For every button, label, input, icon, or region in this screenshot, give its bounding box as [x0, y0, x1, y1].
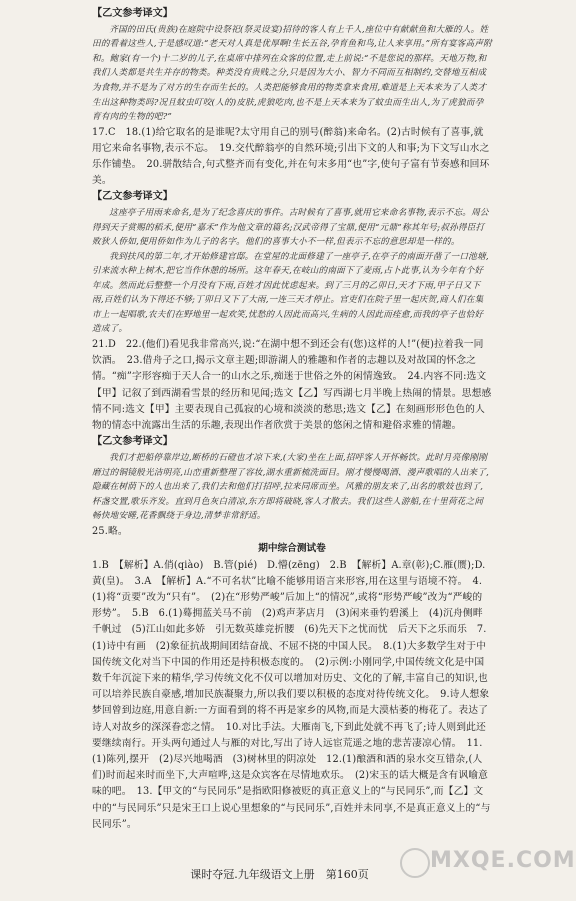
watermark-logo — [400, 848, 430, 878]
page-footer: 课时夺冠.九年级语文上册 第160页 — [190, 868, 369, 881]
translation-heading: 【乙文参考译文】 — [92, 436, 173, 448]
reference-translation: 我们才把船停靠岸边,断桥的石磴也才凉下来,(大家)坐在上面,招呼客人开怀畅饮。此时月亮像刚刚磨过的铜镜般光洁明亮,山峦重新整理了容妆,湖水重新梳洗面目。刚才慢慢喝酒、漫声歌唱的人出来了,隐藏在树荫下的人也出来了,我们去和他们打招呼,拉来同席而坐。风雅的朋友来了,出名的歌妓也到了,杯盏交置,歌乐齐发。直到月色灰白清凉,东方即将破晓,客人才散去。我们这些人游船,在十里荷花之间畅快地安睡,花香飘绕于身边,清梦非常舒适。 — [92, 453, 490, 522]
translation-heading: 【乙文参考译文】 — [92, 191, 173, 203]
reference-translation: 齐国的田氏(贵族)在庭院中设祭祀(祭灵设宴)招待的客人有上千人,座位中有献献鱼和大雁的人。姓田的看着这些人,于是感叹道:“老天对人真是优厚啊!生长五谷,孕育鱼和鸟,让人来享用。”所有宴客高声附和。鲍家(有一个)十二岁的儿子,在桌席中排列在众客的位置,走上前说:“不是您说的那样。天地万物,和我们人类都是共生并存的物类。种类没有贵贱之分,只是因为大小、智力不同而互相制约,交替地互相成为食物,并不是为了对方的生存而生长的。人类把能够食用的物类拿来食用,难道是上天本来为了人类才生出这种物类吗?况且蚊虫叮咬(人的)皮肤,虎狼吃肉,也不是上天本来为了蚊虫而生出人,为了虎狼而孕育有肉的生物的吧?” — [92, 24, 492, 123]
reference-translation: 这座亭子用雨来命名,是为了纪念喜庆的事件。古时候有了喜事,就用它来命名事物,表示不忘。周公得到天子赏赐的稻禾,便用“嘉禾”作为他文章的篇名;汉武帝得了宝鼎,便用“元鼎”称其年号;叔孙得臣打败狄人侨如,便用侨如作为儿子的名字。他们的喜事大小不一样,但表示不忘的意思却是一样的。 — [92, 208, 489, 248]
answer-column — [92, 6, 492, 833]
watermark-text: MXQE.COM — [430, 848, 576, 873]
section-title: 期中综合测试卷 — [258, 542, 326, 554]
answer-paragraph: 1.B 【解析】A.俏(qiào) B.管(pié) D.懵(zēng) 2.B 【解析】A.章(彰);C.雁(赝);D.黄(皇)。 3.A 【解析】A.“不可名状”比喻不能够用语言来形容,用在这里与语境不符。 4.(1)将“贡要”改为“只有”。 (2)在“形势严峻”后加上“的情况”,或将“形势严峻”改为“严峻的形势”。 5.B 6.(1)蓦拥蓝关马不前 (2)鸡声茅店月 (3)闲来垂钓碧溪上 (4)沉舟侧畔千帆过 (5)江山如此多娇 引无数英雄竞折腰 (6)先天下之忧而忧 后天下之乐而乐 7.(1)诗中有画 (2)象征抗战期间团结奋战、不屈不挠的中国人民。 8.(1)大多数学生对于中国传统文化对当下中国的作用还是持积极态度的。 (2)示例:小刚同学,中国传统文化是中国数千年沉淀下来的精华,学习传统文化不仅可以增加对历史、文化的了解,丰富自己的知识,也可以培养民族自豪感,增加民族凝聚力,所以我们要以积极的态度对待传统文化。 9.诗人想象梦回曾到边庭,用意自新:一方面看到的将不再是家乡的风物,而是大漠枯萎的梅花了。表达了诗人对故乡的深深眷恋之情。 10.对比手法。大雁南飞,下到此处就不再飞了;诗人则到此还要继续南行。开头两句通过人与雁的对比,写出了诗人远宦荒遥之地的悲苦凄凉心情。 11.(1)陈列,摆开 (2)尽兴地喝酒 (3)树林里的阴凉处 12.(1)酿酒和酒的泉水交互错杂,(人们)时而起来时而坐下,大声喧哗,这是众宾客在尽情地欢乐。 (2)宋玉的话大概是含有讽喻意味的吧。 13.【甲文的“与民同乐”是指欧阳修被贬的真正意义上的“与民同乐”,而【乙】文中的“与民同乐”只是宋王口上说心里想象的“与民同乐”,百姓并未同享,不是真正意义上的“与民同乐”。 — [92, 559, 491, 830]
answer-paragraph: 17.C 18.(1)给它取名的是谁呢?太守用自己的别号(醉翁)来命名。(2)古时候有了喜事,就用它来命名事物,表示不忘。 19.交代醉翁亭的自然环境;引出下文的人和事;为下文写山水之乐作铺垫。 20.骈散结合,句式整齐而有变化,并在句末多用“也”字,使句子富有节奏感和回环美。 — [92, 126, 490, 187]
reference-translation: 我到扶风的第二年,才开始修建官邸。在堂屋的北面修建了一座亭子,在亭子的南面开凿了一口池塘,引来流水种上树木,把它当作休憩的场所。这年春天,在岐山的南面下了麦雨,占卜此事,认为今年有个好年成。然而此后整整一个月没有下雨,百姓才因此忧虑起来。到了三月的乙卯日,天才下雨,甲子日又下雨,百姓们认为下得还不够;丁卯日又下了大雨,一连三天才停止。官吏们在院子里一起庆贺,商人们在集市上一起唱歌,农夫们在野地里一起欢笑,忧愁的人因此而高兴,生病的人因此而痊愈,而我的亭子也恰好造成了。 — [92, 251, 489, 335]
answer-paragraph: 25.略。 — [92, 525, 128, 537]
answer-paragraph: 21.D 22.(他们)看见我非常高兴,说:“在湖中想不到还会有(您)这样的人!”(便)拉着我一同饮酒。 23.借舟子之口,揭示文章主题;即游湖人的雅趣和作者的志趣以及对故国的怀念之情。“痴”字形容痴于天人合一的山水之乐,痴迷于世俗之外的闲情逸致。 24.内容不同:选文【甲】记叙了到西湖看雪景的经历和见闻;选文【乙】写西湖七月半晚上热闹的情景。思想感情不同:选文【甲】主要表现自己孤寂的心境和淡淡的愁思;选文【乙】在刻画形形色色的人物的情态中流露出生活的乐趣,表现出作者欣赏于美景的悠闲之情和避俗求雅的情趣。 — [92, 339, 492, 431]
translation-heading: 【乙文参考译文】 — [92, 8, 173, 19]
